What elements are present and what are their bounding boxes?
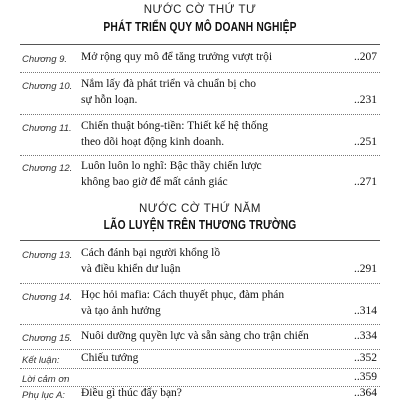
back-matter-rule [20, 349, 380, 350]
divider [20, 283, 380, 284]
chapter-page: ..314 [354, 305, 377, 317]
divider [20, 155, 380, 156]
chapter-label: Chương 11. [22, 123, 72, 134]
part-5-title: LÃO LUYỆN TRÊN THƯƠNG TRƯỜNG [103, 218, 297, 232]
chapter-title: Nuôi dưỡng quyền lực và sẵn sàng cho trận chiến [81, 330, 309, 342]
chapter-title-line-1: Cách đánh bại người khổng lồ [81, 247, 221, 259]
part-4-rule [20, 44, 380, 45]
chapter-title-line-1: Luôn luôn lo nghĩ: Bậc thầy chiến lược [81, 160, 262, 172]
chapter-page: ..207 [354, 51, 377, 63]
chapter-label: Chương 9. [22, 54, 68, 65]
part-4-label: NƯỚC CỜ THỨ TƯ [143, 4, 257, 16]
chapter-page: ..334 [354, 330, 377, 342]
part-5-label: NƯỚC CỜ THỨ NĂM [138, 203, 262, 215]
back-label: Lời cảm ơn [22, 374, 70, 385]
chapter-title-line-2: và điều khiển dư luận [81, 263, 181, 275]
chapter-title: Mở rộng quy mô để tăng trưởng vượt trội [81, 51, 273, 63]
divider [20, 114, 380, 115]
chapter-title-line-2: sự hỗn loạn. [81, 94, 138, 106]
chapter-label: Chương 14. [22, 292, 73, 303]
chapter-page: ..251 [354, 136, 377, 148]
chapter-title-line-1: Nắm lấy đà phát triển và chuẩn bị cho [81, 78, 256, 90]
chapter-title-line-2: và tạo ảnh hưởng [81, 305, 161, 317]
divider [20, 386, 380, 387]
chapter-label: Chương 15. [22, 333, 73, 344]
chapter-title-line-1: Chiến thuật bóng-tiền: Thiết kế hệ thống [81, 120, 268, 132]
chapter-title-line-2: không bao giờ để mất cảnh giác [81, 176, 228, 188]
chapter-label: Chương 13. [22, 250, 73, 261]
back-page: ..359 [354, 371, 377, 383]
chapter-title-line-1: Học hỏi mafia: Cách thuyết phục, đàm phán [81, 289, 285, 301]
divider [20, 324, 380, 325]
chapter-label: Chương 12. [22, 163, 73, 174]
back-page: ..364 [354, 387, 377, 399]
chapter-label: Chương 10. [22, 81, 73, 92]
divider [20, 72, 380, 73]
divider [20, 368, 380, 369]
back-title: Chiếu tướng [81, 352, 139, 364]
part-4-title: PHÁT TRIỂN QUY MÔ DOANH NGHIỆP [103, 20, 297, 34]
back-page: ..352 [354, 352, 377, 364]
part-5-rule [20, 240, 380, 241]
back-label: Phụ lục A: [22, 390, 65, 401]
back-title: Điều gì thúc đẩy bạn? [81, 387, 182, 399]
chapter-page: ..291 [354, 263, 377, 275]
chapter-page: ..271 [354, 176, 377, 188]
chapter-title-line-2: theo dõi hoạt động kinh doanh. [81, 136, 225, 148]
chapter-page: ..231 [354, 94, 377, 106]
back-label: Kết luận: [22, 355, 60, 366]
